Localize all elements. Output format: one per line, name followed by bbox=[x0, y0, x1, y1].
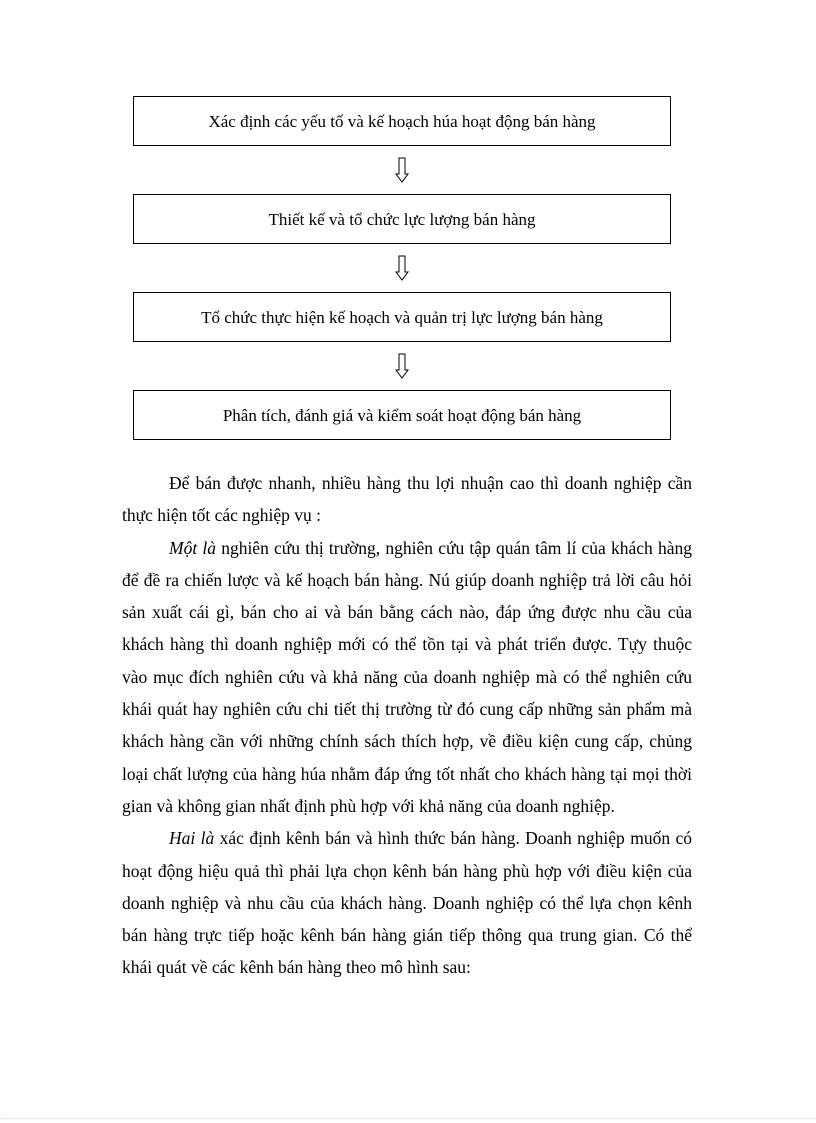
flow-step-1 bbox=[133, 96, 671, 146]
second-task-lead: Hai là bbox=[169, 828, 215, 849]
hollow-down-arrow-icon bbox=[133, 146, 671, 194]
second-task-body: xác định kênh bán và hình thức bán hàng. Doanh nghiệp muốn có hoạt động hiệu quả thì phải lựa chọn kênh bán hàng phù hợp với điều kiện của doanh nghiệp và nhu cầu của khách hàng. Doanh nghiệp có thể lựa chọn kênh bán hàng trực tiếp hoặc kênh bán hàng gián tiếp thông qua trung gian. Có thể khái quát về các kênh bán hàng theo mô hình sau: bbox=[122, 828, 692, 978]
intro-paragraph: Để bán được nhanh, nhiều hàng thu lợi nhuận cao thì doanh nghiệp cần thực hiện tốt các nghiệp vụ : bbox=[122, 473, 692, 526]
flow-step-4-label: Phân tích, đánh giá và kiểm soát hoạt động bán hàng bbox=[222, 405, 582, 425]
page-edge-divider bbox=[0, 1118, 816, 1119]
document-body bbox=[122, 467, 692, 984]
flow-step-2 bbox=[133, 194, 671, 244]
first-task-body: nghiên cứu thị trường, nghiên cứu tập quán tâm lí của khách hàng để đề ra chiến lược và kế hoạch bán hàng. Nú giúp doanh nghiệp trả lời câu hỏi sản xuất cái gì, bán cho ai và bán bằng cách nào, đáp ứng được nhu cầu của khách hàng thì doanh nghiệp mới có thể tồn tại và phát triển được. Tựy thuộc vào mục đích nghiên cứu và khả năng của doanh nghiệp mà có thể nghiên cứu khái quát hay nghiên cứu chi tiết thị trường từ đó cung cấp những sản phẩm mà khách hàng cần với những chính sách thích hợp, về điều kiện cung cấp, chủng loại chất lượng của hàng húa nhằm đáp ứng tốt nhất cho khách hàng tại mọi thời gian và không gian nhất định phù hợp với khả năng của doanh nghiệp. bbox=[122, 537, 692, 816]
flow-step-2-label: Thiết kế và tổ chức lực lượng bán hàng bbox=[268, 209, 536, 229]
hollow-down-arrow-icon bbox=[133, 342, 671, 390]
flow-step-1-label: Xác định các yếu tố và kế hoạch húa hoạt động bán hàng bbox=[208, 111, 596, 131]
first-task-paragraph bbox=[122, 532, 692, 823]
first-task-lead: Một là bbox=[169, 537, 216, 558]
second-task-paragraph bbox=[122, 822, 692, 983]
hollow-down-arrow-icon bbox=[133, 244, 671, 292]
flow-step-3-label: Tổ chức thực hiện kế hoạch và quản trị lực lượng bán hàng bbox=[201, 307, 603, 327]
flow-step-4 bbox=[133, 390, 671, 440]
sales-process-flowchart bbox=[133, 96, 671, 440]
flow-step-3 bbox=[133, 292, 671, 342]
